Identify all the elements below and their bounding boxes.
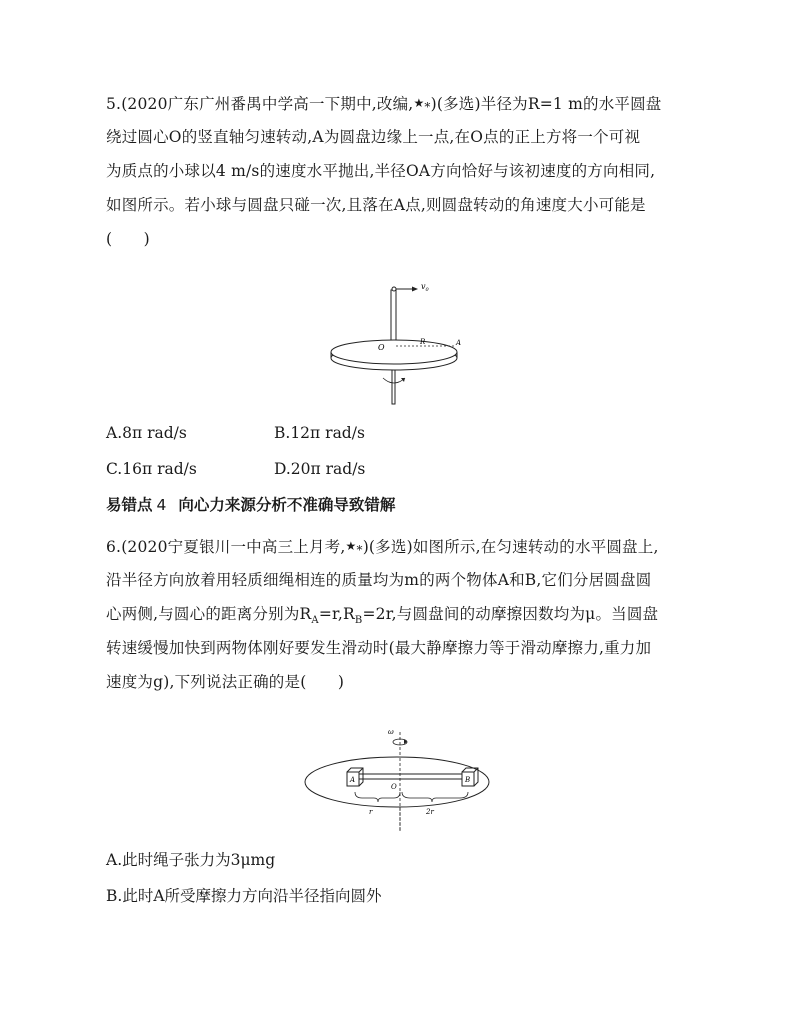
vertical-axis-lower (392, 370, 395, 404)
q6-line-4: 转速缓慢加快到两物体刚好要发生滑动时(最大静摩擦力等于滑动摩擦力,重力加 (106, 639, 652, 657)
label-A: A (350, 776, 356, 784)
q5-option-c[interactable]: C.16π rad/s (106, 460, 197, 478)
q5-source: 5.(2020广东广州番禺中学高一下期中,改编, (106, 95, 414, 113)
q5-line-1 (106, 86, 706, 120)
q5-figure (320, 278, 480, 408)
disk-top (331, 340, 457, 364)
q6-line-3: 心两侧,与圆心的距离分别为$R_A=r,R_B=2r$,与圆盘间的动摩擦因数均为μ。当圆盘 (106, 605, 659, 627)
star-difficulty-icon: ★⁎ (413, 96, 431, 110)
q6-line-2: 沿半径方向放着用轻质细绳相连的质量均为m的两个物体A和B,它们分居圆盘圆 (106, 571, 652, 589)
section-title: 向心力来源分析不准确导致错解 (178, 496, 396, 514)
q6-text-1: )(多选)如图所示,在匀速转动的水平圆盘上, (362, 538, 659, 556)
q5-line-2: 绕过圆心O的竖直轴匀速转动,A为圆盘边缘上一点,在O点的正上方将一个可视 (106, 128, 641, 146)
section-number: 4 (156, 496, 167, 514)
q5-option-a[interactable]: A.8π rad/s (106, 424, 187, 442)
label-O: O (391, 783, 397, 791)
q6-line-1 (106, 529, 706, 563)
q5-option-b[interactable]: B.12π rad/s (274, 424, 365, 442)
q6-option-b[interactable]: B.此时A所受摩擦力方向沿半径指向圆外 (106, 887, 382, 905)
q5-answer-blank: ( ) (106, 230, 150, 248)
q5-option-d[interactable]: D.20π rad/s (274, 460, 366, 478)
q6-line-5: 速度为g),下列说法正确的是( ) (106, 673, 345, 691)
star-difficulty-icon: ★⁎ (345, 539, 363, 553)
ball (392, 287, 396, 291)
velocity-arrowhead-icon (412, 287, 418, 292)
disk (305, 757, 489, 807)
label-r: r (369, 808, 373, 816)
q6-source: 6.(2020宁夏银川一中高三上月考, (106, 538, 346, 556)
label-A: A (456, 339, 462, 347)
label-omega: ω (388, 728, 394, 736)
label-O: O (378, 343, 385, 352)
q6-option-a[interactable]: A.此时绳子张力为3μmg (106, 851, 276, 869)
q5-line-3: 为质点的小球以4 m/s的速度水平抛出,半径OA方向恰好与该初速度的方向相同, (106, 162, 656, 180)
label-B: B (465, 776, 471, 784)
question-6 (106, 529, 706, 699)
question-5 (106, 86, 706, 256)
q5-text-1: )(多选)半径为R=1 m的水平圆盘 (430, 95, 662, 113)
label-R: R (420, 338, 426, 346)
q6-figure (300, 722, 500, 834)
q5-line-4: 如图所示。若小球与圆盘只碰一次,且落在A点,则圆盘转动的角速度大小可能是 (106, 196, 646, 214)
section-label: 易错点 (106, 496, 153, 514)
label-v0: $v_0$ (421, 282, 429, 293)
section-heading (106, 493, 395, 515)
label-2r: 2r (426, 808, 434, 816)
